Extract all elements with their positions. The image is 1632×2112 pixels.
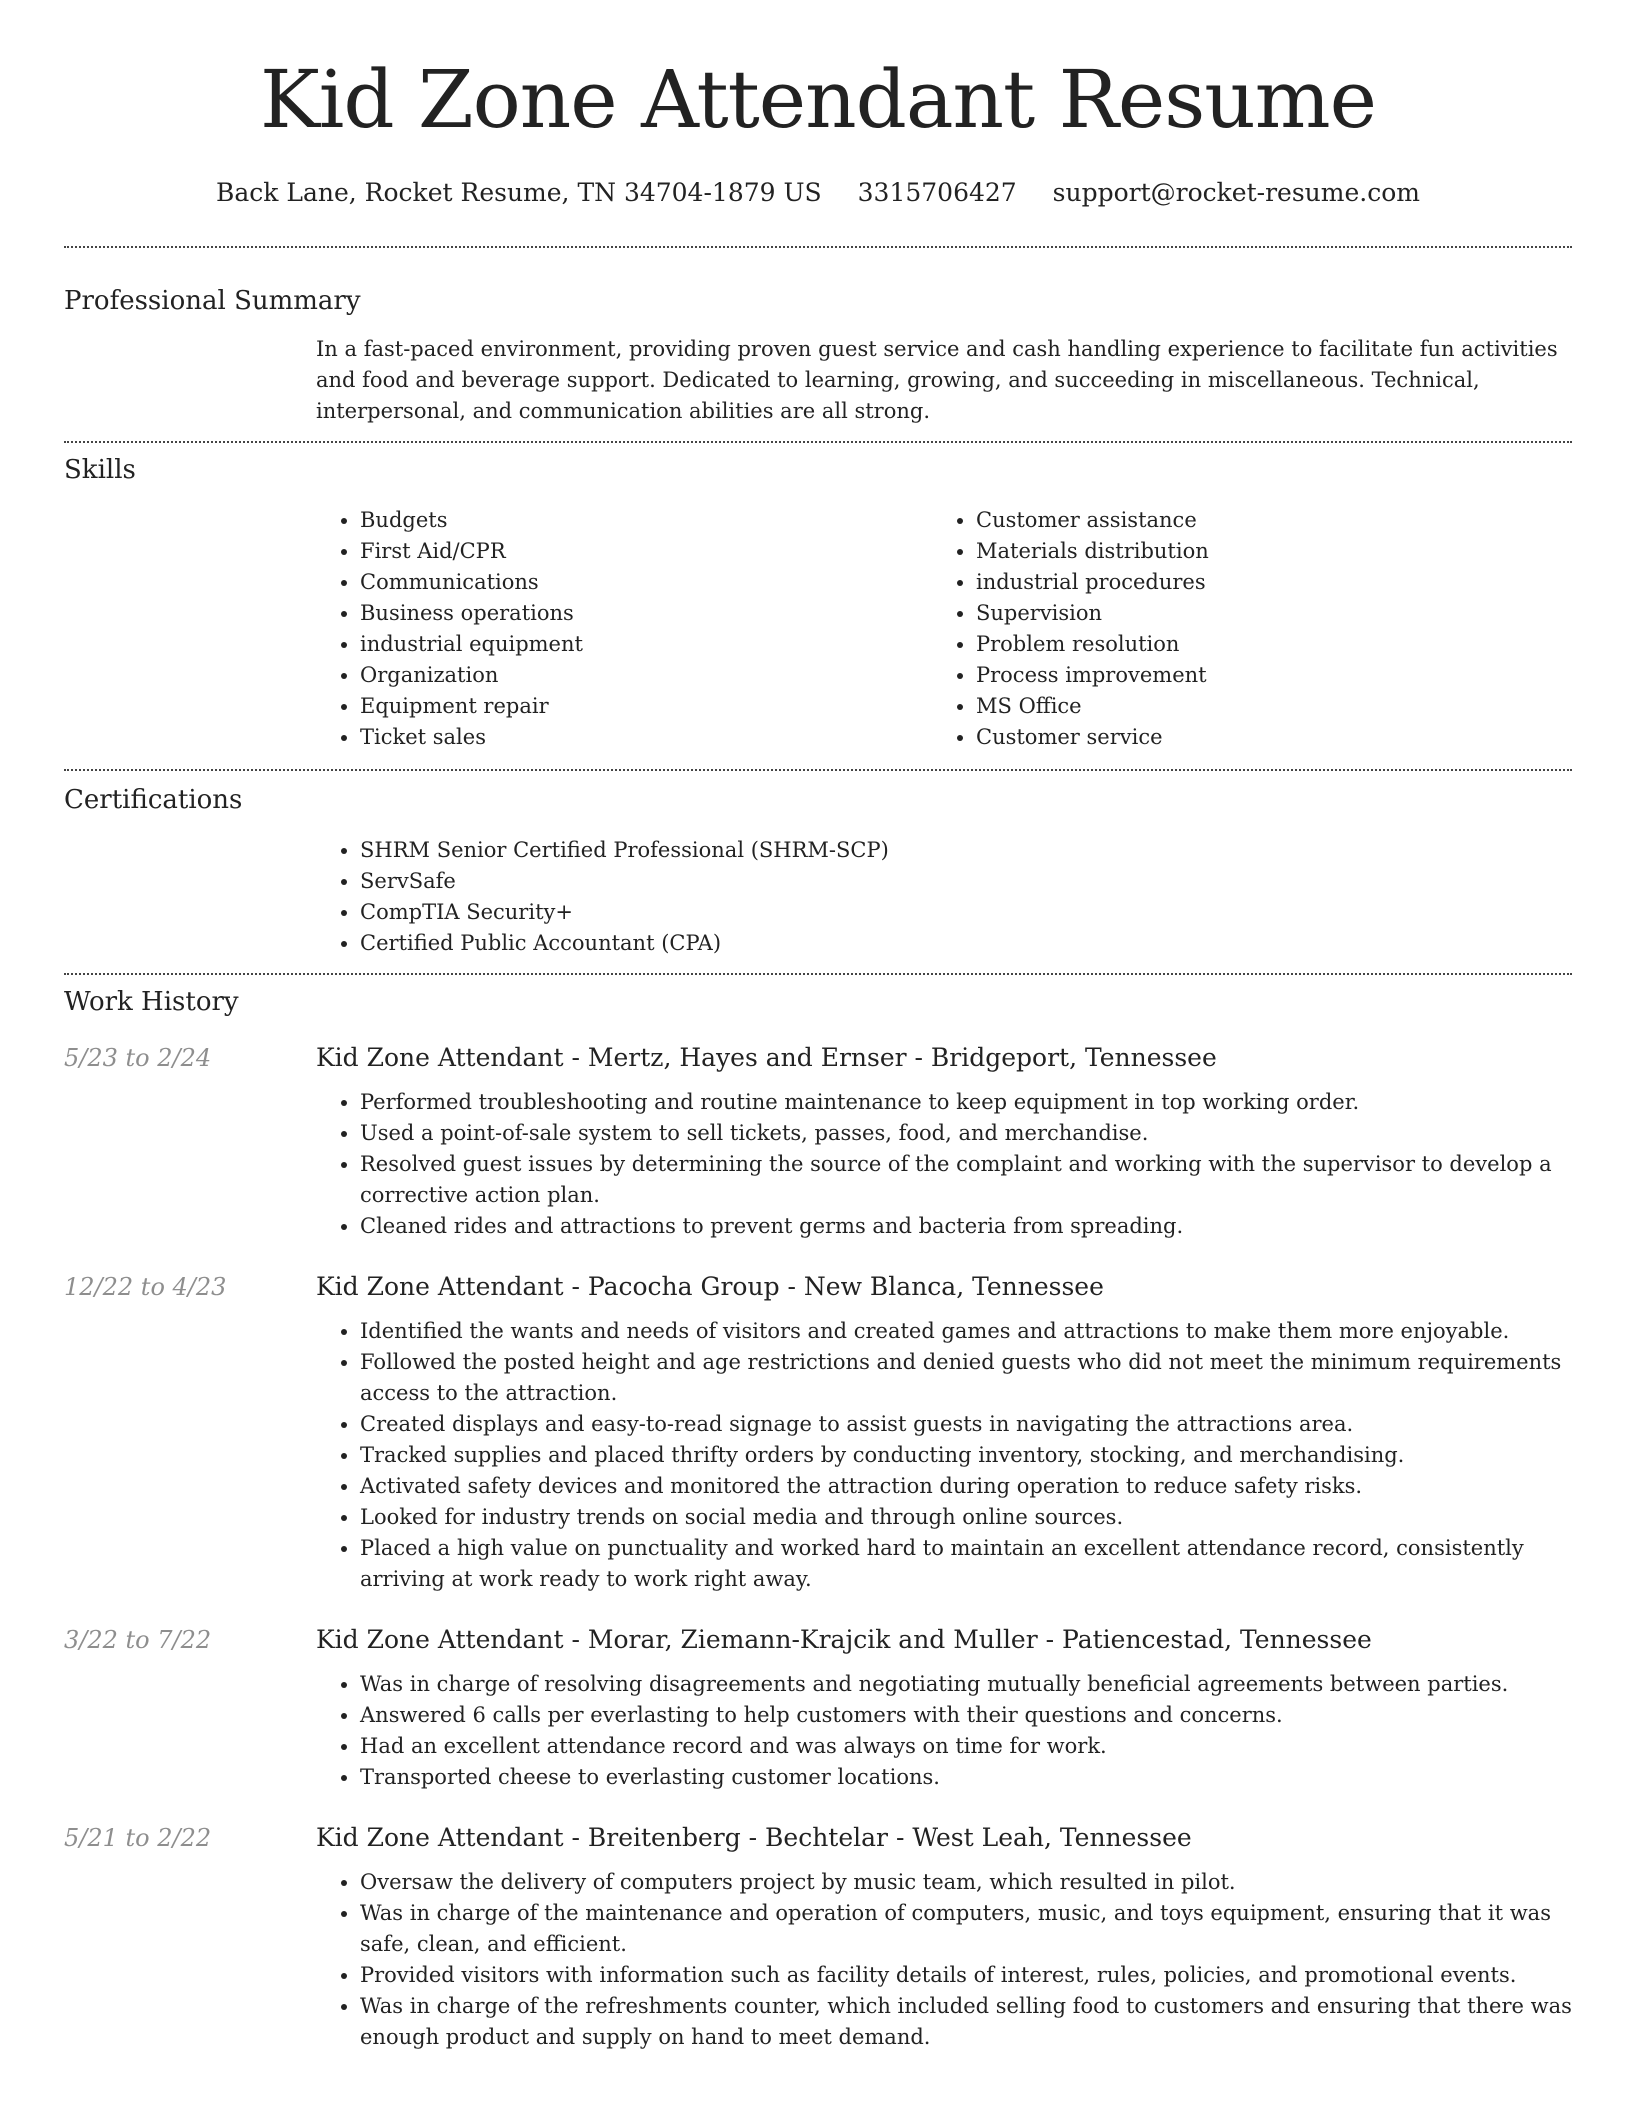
contact-line [64,176,1572,210]
job-bullet: • Identified the wants and needs of visitors and created games and attractions to make them more enjoyable. [360,1316,1572,1347]
skill-item: • industrial procedures [976,567,1532,598]
skills-column-right [932,505,1532,753]
job-bullet: • Looked for industry trends on social media and through online sources. [360,1502,1572,1533]
job-bullets [316,1669,1572,1793]
skill-item: • Equipment repair [360,691,932,722]
certifications-heading: Certifications [64,785,243,815]
work-history-heading: Work History [64,987,239,1017]
job-bullets [316,1087,1572,1242]
job-title: Kid Zone Attendant - Breitenberg - Bechtelar - West Leah, Tennessee [316,1823,1192,1852]
skill-item: • First Aid/CPR [360,536,932,567]
job-bullet: • Placed a high value on punctuality and worked hard to maintain an excellent attendance record, consistently arriving at work ready to work right away. [360,1533,1572,1595]
job-title: Kid Zone Attendant - Pacocha Group - New Blanca, Tennessee [316,1272,1104,1301]
skill-item: • Organization [360,660,932,691]
job-dates: 5/23 to 2/24 [64,1044,212,1072]
job-entry [64,1623,1572,1793]
skill-item: • industrial equipment [360,629,932,660]
skill-item: • Materials distribution [976,536,1532,567]
job-bullet: • Had an excellent attendance record and was always on time for work. [360,1731,1572,1762]
skills-list [316,505,1572,753]
job-bullet: • Created displays and easy-to-read signage to assist guests in navigating the attractions area. [360,1409,1572,1440]
skill-item: • Communications [360,567,932,598]
skill-item: • Supervision [976,598,1532,629]
skill-item: • MS Office [976,691,1532,722]
job-entry [64,1821,1572,2053]
job-bullet: • Was in charge of resolving disagreements and negotiating mutually beneficial agreements between parties. [360,1669,1572,1700]
skill-item: • Process improvement [976,660,1532,691]
job-title: Kid Zone Attendant - Morar, Ziemann-Krajcik and Muller - Patiencestad, Tennessee [316,1625,1372,1654]
job-bullet: • Resolved guest issues by determining the source of the complaint and working with the supervisor to develop a corrective action plan. [360,1149,1572,1211]
job-bullet: • Tracked supplies and placed thrifty orders by conducting inventory, stocking, and merchandising. [360,1440,1572,1471]
contact-address: Back Lane, Rocket Resume, TN 34704-1879 US [216,178,822,207]
job-bullet: • Was in charge of the maintenance and operation of computers, music, and toys equipment, ensuring that it was safe, clean, and efficient. [360,1898,1572,1960]
job-bullet: • Followed the posted height and age restrictions and denied guests who did not meet the minimum requirements access to the attraction. [360,1347,1572,1409]
certification-item: • SHRM Senior Certified Professional (SHRM-SCP) [360,835,1572,866]
skills-column-left [316,505,932,753]
job-bullet: • Activated safety devices and monitored the attraction during operation to reduce safety risks. [360,1471,1572,1502]
job-bullet: • Oversaw the delivery of computers project by music team, which resulted in pilot. [360,1867,1572,1898]
resume-title: Kid Zone Attendant Resume [260,53,1376,146]
contact-phone: 3315706427 [857,178,1017,207]
job-bullet: • Used a point-of-sale system to sell tickets, passes, food, and merchandise. [360,1118,1572,1149]
skills-section [64,443,1572,753]
certifications-list [316,835,1572,959]
certification-item: • ServSafe [360,866,1572,897]
skill-item: • Customer assistance [976,505,1532,536]
job-bullets [316,1316,1572,1595]
job-title: Kid Zone Attendant - Mertz, Hayes and Ernser - Bridgeport, Tennessee [316,1043,1217,1072]
job-bullet: • Provided visitors with information such as facility details of interest, rules, policies, and promotional events. [360,1960,1572,1991]
job-bullet: • Was in charge of the refreshments counter, which included selling food to customers and ensuring that there was enough product and supply on hand to meet demand. [360,1991,1572,2053]
certification-item: • Certified Public Accountant (CPA) [360,928,1572,959]
skill-item: • Problem resolution [976,629,1532,660]
job-bullets [316,1867,1572,2053]
skill-item: • Customer service [976,722,1532,753]
summary-text: In a fast-paced environment, providing proven guest service and cash handling experience to facilitate fun activities and food and beverage support. Dedicated to learning, growing, and succeeding in miscellaneous. Technical, interpersonal, and communication abilities are all strong. [316,337,1558,423]
job-entry [64,1270,1572,1595]
certification-item: • CompTIA Security+ [360,897,1572,928]
job-dates: 5/21 to 2/22 [64,1824,212,1852]
resume-page [64,0,1572,2053]
skill-item: • Budgets [360,505,932,536]
job-bullet: • Performed troubleshooting and routine maintenance to keep equipment in top working order. [360,1087,1572,1118]
skill-item: • Ticket sales [360,722,932,753]
job-dates: 12/22 to 4/23 [64,1273,227,1301]
skills-heading: Skills [64,455,136,485]
summary-heading: Professional Summary [64,286,361,316]
work-history-section [64,975,1572,2053]
job-bullet: • Transported cheese to everlasting customer locations. [360,1762,1572,1793]
job-bullet: • Answered 6 calls per everlasting to help customers with their questions and concerns. [360,1700,1572,1731]
certifications-section [64,771,1572,959]
contact-email: support@rocket-resume.com [1052,178,1420,207]
job-entry [64,1041,1572,1242]
skill-item: • Business operations [360,598,932,629]
job-dates: 3/22 to 7/22 [64,1626,212,1654]
job-bullet: • Cleaned rides and attractions to prevent germs and bacteria from spreading. [360,1211,1572,1242]
summary-section [64,248,1572,427]
